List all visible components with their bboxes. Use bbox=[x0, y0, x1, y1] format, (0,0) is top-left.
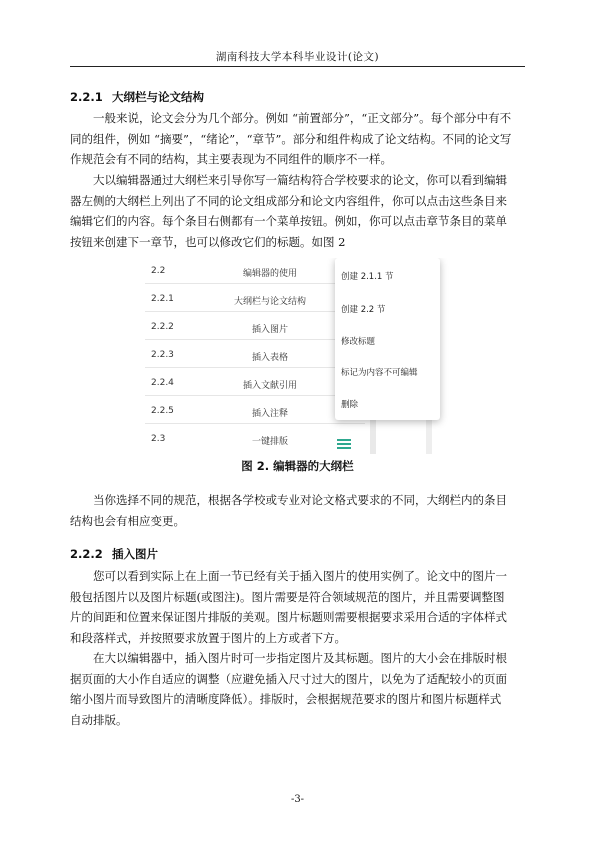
outline-item-number: 2.2.4 bbox=[151, 378, 174, 388]
section-heading-2-2-1 bbox=[70, 89, 204, 105]
text-line: 在大以编辑器中，插入图片时可一步指定图片及其标题。图片的大小会在排版时根 bbox=[93, 651, 507, 665]
menu-item-delete[interactable]: 删除 bbox=[341, 400, 359, 410]
menu-item-create-subsection[interactable]: 创建 2.1.1 节 bbox=[341, 272, 394, 282]
text-line: 据页面的大小作自适应的调整（应避免插入尺寸过大的图片，以免为了适配较小的页面 bbox=[70, 671, 507, 686]
outline-item[interactable] bbox=[145, 314, 365, 340]
outline-item-title: 编辑器的使用 bbox=[242, 269, 297, 279]
outline-panel bbox=[145, 258, 365, 454]
outline-item-number: 2.2.1 bbox=[151, 294, 174, 304]
text-line: 自动排版。 bbox=[70, 712, 128, 727]
outline-item-title: 大纲栏与论文结构 bbox=[233, 297, 306, 307]
section-number: 2.2.1 bbox=[70, 90, 103, 104]
text-line: 同的组件，例如 “摘要”，“绪论”，“章节”。部分和组件构成了论文结构。不同的论文写 bbox=[70, 131, 512, 146]
text-line: 片的间距和位置来保证图片排版的美观。图片标题则需要根据要求采用合适的字体样式 bbox=[70, 610, 507, 624]
text-line: 结构也会有相应变更。 bbox=[70, 513, 185, 528]
outline-item-number: 2.2.3 bbox=[151, 350, 174, 360]
outline-item-title: 插入图片 bbox=[251, 325, 288, 335]
outline-item-number: 2.3 bbox=[151, 434, 166, 444]
outline-item-number: 2.2.5 bbox=[151, 406, 174, 416]
text-line: 器左侧的大纲栏上列出了不同的论文组成部分和论文内容组件，你可以点击这些条目来 bbox=[70, 193, 507, 208]
outline-item[interactable] bbox=[145, 426, 365, 451]
text-line: 缩小图片而导致图片的清晰度降低）。排版时，会根据规范要求的图片和图片标题样式 bbox=[70, 692, 502, 706]
outline-item[interactable] bbox=[145, 286, 365, 312]
text-line: 您可以看到实际上在上面一节已经有关于插入图片的使用实例了。论文中的图片一 bbox=[93, 569, 507, 583]
outline-item-title: 插入表格 bbox=[251, 353, 288, 363]
section-heading-2-2-2 bbox=[70, 546, 158, 562]
text-line: 编辑它们的内容。每个条目右侧都有一个菜单按钮。例如，你可以点击章节条目的菜单 bbox=[70, 214, 507, 228]
outline-item[interactable] bbox=[145, 370, 365, 396]
section-title: 大纲栏与论文结构 bbox=[112, 90, 205, 104]
text-line: 按钮来创建下一章节，也可以修改它们的标题。如图 2 bbox=[70, 234, 346, 249]
text-line: 大以编辑器通过大纲栏来引导你写一篇结构符合学校要求的论文，你可以看到编辑 bbox=[93, 173, 507, 187]
section-title: 插入图片 bbox=[112, 547, 159, 561]
outline-item[interactable] bbox=[145, 258, 365, 284]
section-number: 2.2.2 bbox=[70, 547, 103, 561]
outline-item-number: 2.2 bbox=[151, 266, 166, 276]
text-line: 一般来说，论文会分为几个部分。例如 “前置部分”，“正文部分”。每个部分中有不 bbox=[93, 111, 512, 125]
figure-caption: 图 2. 编辑器的大纲栏 bbox=[241, 459, 354, 473]
menu-item-edit-title[interactable]: 修改标题 bbox=[341, 337, 376, 347]
context-menu bbox=[335, 258, 440, 420]
header-rule bbox=[70, 66, 525, 67]
outline-item-title: 插入注释 bbox=[251, 409, 288, 419]
menu-item-create-section[interactable]: 创建 2.2 节 bbox=[341, 305, 386, 315]
running-header: 湖南科技大学本科毕业设计(论文) bbox=[215, 51, 380, 63]
outline-item-title: 插入文献引用 bbox=[242, 381, 297, 391]
outline-item-title: 一键排版 bbox=[251, 437, 288, 447]
text-line: 当你选择不同的规范，根据各学校或专业对论文格式要求的不同，大纲栏内的条目 bbox=[93, 493, 507, 507]
text-line: 作规范会有不同的结构，其主要表现为不同组件的顺序不一样。 bbox=[70, 152, 392, 166]
paragraph-4 bbox=[70, 566, 525, 648]
paragraph-3 bbox=[70, 490, 525, 531]
paragraph-2 bbox=[70, 170, 525, 252]
outline-item-number: 2.2.2 bbox=[151, 322, 174, 332]
text-line: 和段落样式，并按照要求放置于图片的上方或者下方。 bbox=[70, 630, 346, 645]
menu-item-mark-readonly[interactable]: 标记为内容不可编辑 bbox=[341, 368, 418, 378]
outline-figure bbox=[145, 258, 450, 454]
outline-item[interactable] bbox=[145, 342, 365, 368]
text-line: 般包括图片以及图片标题(或图注)。图片需要是符合领域规范的图片，并且需要调整图 bbox=[70, 589, 505, 604]
outline-item[interactable] bbox=[145, 398, 365, 424]
paragraph-5 bbox=[70, 648, 525, 730]
menu-icon[interactable] bbox=[337, 439, 351, 449]
page-number: -3- bbox=[290, 794, 305, 805]
paragraph-1 bbox=[70, 108, 525, 170]
